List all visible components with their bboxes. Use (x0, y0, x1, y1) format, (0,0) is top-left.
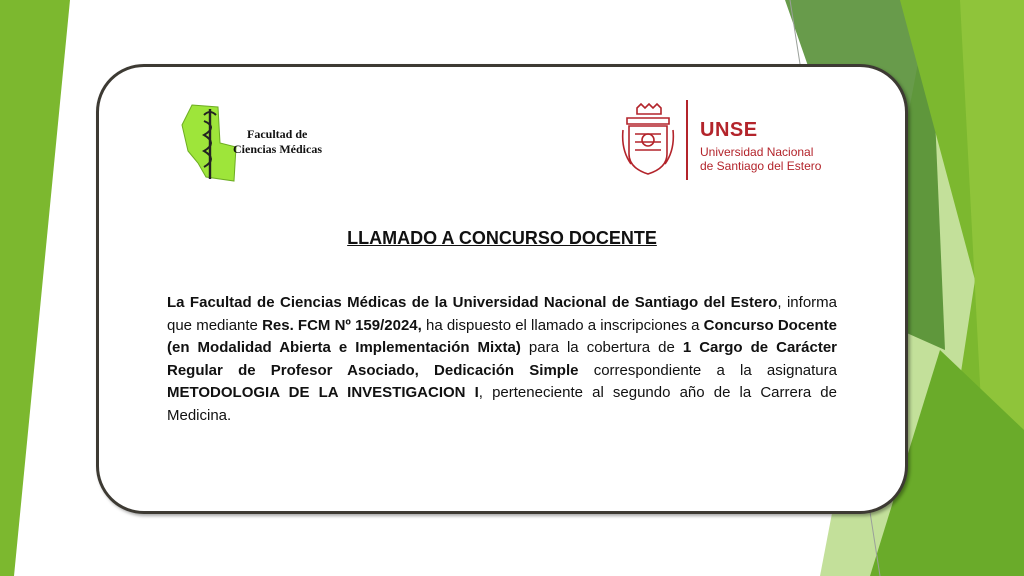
unse-logo-subtitle (700, 145, 821, 173)
page-title: LLAMADO A CONCURSO DOCENTE (347, 228, 657, 248)
body-text-5: , perteneciente al segundo año de la Carrera de Medicina. (167, 384, 837, 424)
unse-logo-line1: Universidad Nacional (700, 145, 814, 159)
body-resolution: Res. FCM Nº 159/2024, (262, 316, 422, 334)
body-text-2: ha dispuesto el llamado a inscripciones a (421, 316, 704, 334)
body-institution: La Facultad de Ciencias Médicas de la Universidad Nacional de Santiago del Estero (167, 294, 778, 311)
unse-divider (686, 100, 688, 180)
announcement-body (167, 292, 837, 427)
fcm-logo-text (233, 127, 322, 157)
body-text-1: , informa que mediante (167, 294, 837, 334)
body-position: 1 Cargo de Carácter Regular de Profesor Asociado, Dedicación Simple (167, 339, 838, 379)
body-contest: Concurso Docente (en Modalidad Abierta e Implementación Mixta) (167, 316, 838, 356)
left-green-shape (0, 0, 70, 576)
body-text-3: para la cobertura de (520, 339, 683, 356)
unse-logo-title: UNSE (700, 119, 758, 141)
body-text-4: correspondiente a la asignatura (578, 361, 837, 379)
fcm-logo-line1: Facultad de (247, 127, 308, 141)
university-crest-icon (619, 100, 677, 180)
unse-logo-line2: de Santiago del Estero (700, 159, 822, 173)
fcm-logo-line2: Ciencias Médicas (233, 142, 322, 156)
body-subject: METODOLOGIA DE LA INVESTIGACION I (167, 384, 479, 401)
